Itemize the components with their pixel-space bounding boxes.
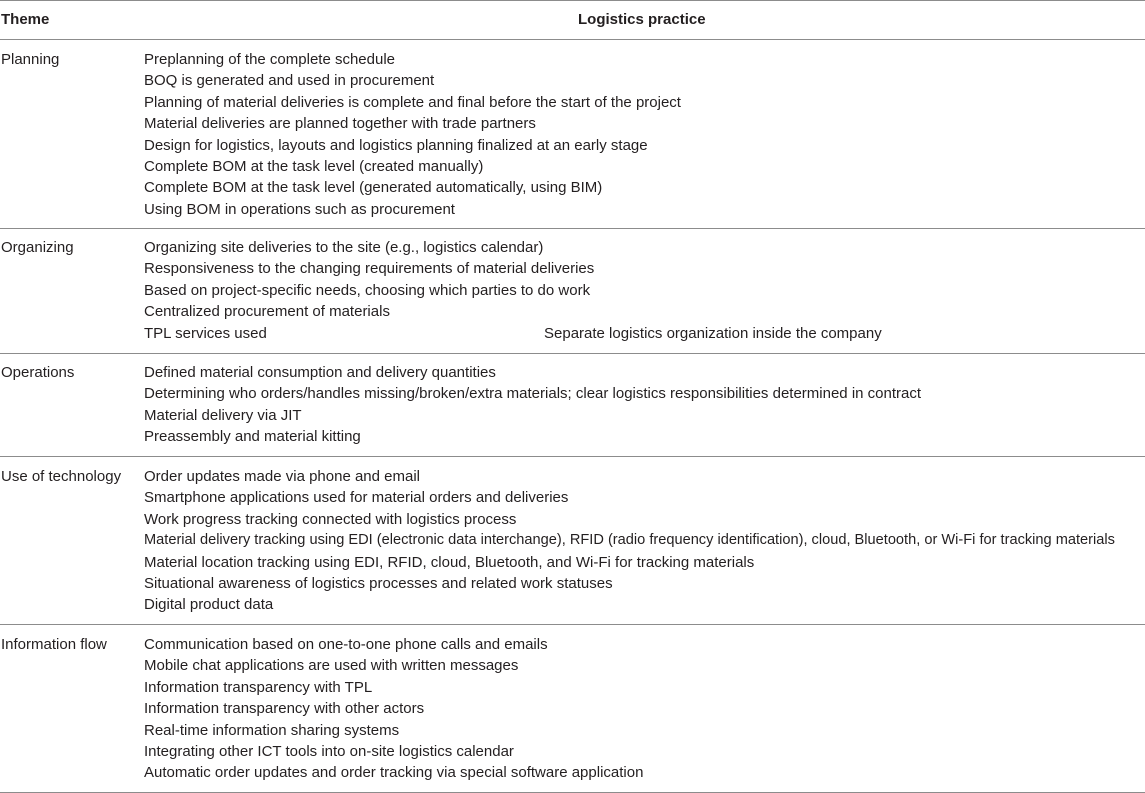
list-item: Automatic order updates and order tracking via special software application (144, 764, 644, 782)
practice-list (144, 634, 643, 784)
list-item (144, 323, 882, 344)
practice-list (144, 362, 921, 448)
list-item: Communication based on one-to-one phone calls and emails (144, 636, 548, 653)
list-item: Information transparency with TPL (144, 678, 373, 696)
list-item: Order updates made via phone and email (144, 468, 421, 485)
theme-label: Organizing (1, 239, 74, 256)
list-item: Preassembly and material kitting (144, 428, 361, 446)
list-item: Mobile chat applications are used with written messages (144, 657, 519, 675)
list-item: BOQ is generated and used in procurement (144, 72, 435, 90)
theme-label: Planning (1, 51, 60, 68)
list-item: Material delivery tracking using EDI (electronic data interchange), RFID (radio frequency identification), cloud, Bluetooth, or Wi-Fi for tracking materials (144, 532, 1115, 549)
list-item: Material deliveries are planned together with trade partners (144, 115, 536, 133)
group-use-of-technology (0, 457, 1145, 625)
list-item: Material delivery via JIT (144, 406, 302, 424)
table-header (0, 0, 1145, 40)
list-item: Work progress tracking connected with logistics process (144, 510, 517, 528)
list-item: Digital product data (144, 596, 274, 614)
list-item: Material location tracking using EDI, RFID, cloud, Bluetooth, and Wi-Fi for tracking materials (144, 553, 755, 571)
group-organizing (0, 229, 1145, 354)
side-note: Separate logistics organization inside the company (544, 324, 882, 342)
list-item: Planning of material deliveries is complete and final before the start of the project (144, 93, 681, 111)
list-item: Defined material consumption and delivery quantities (144, 364, 496, 381)
practice-text: TPL services used (144, 324, 267, 342)
list-item: Smartphone applications used for material orders and deliveries (144, 489, 569, 507)
list-item: Determining who orders/handles missing/broken/extra materials; clear logistics responsibilities determined in contract (144, 385, 922, 403)
group-information-flow (0, 625, 1145, 793)
theme-label: Use of technology (1, 468, 122, 485)
theme-label: Information flow (1, 636, 107, 653)
theme-label: Operations (1, 364, 75, 381)
list-item: Centralized procurement of materials (144, 303, 390, 321)
list-item: Complete BOM at the task level (created manually) (144, 157, 484, 175)
list-item: Using BOM in operations such as procurement (144, 200, 455, 218)
practice-list (144, 49, 681, 220)
header-practice: Logistics practice (578, 11, 706, 28)
list-item: Organizing site deliveries to the site (e.g., logistics calendar) (144, 239, 544, 256)
group-operations (0, 354, 1145, 457)
list-item: Responsiveness to the changing requirements of material deliveries (144, 260, 595, 278)
list-item: Integrating other ICT tools into on-site logistics calendar (144, 742, 514, 760)
list-item: Information transparency with other actors (144, 700, 425, 718)
header-theme: Theme (1, 11, 50, 28)
list-item: Situational awareness of logistics processes and related work statuses (144, 574, 613, 592)
list-item: Design for logistics, layouts and logistics planning finalized at an early stage (144, 136, 648, 154)
practice-list (144, 237, 882, 344)
list-item: Real-time information sharing systems (144, 721, 400, 739)
group-planning (0, 40, 1145, 229)
practice-list (144, 466, 1115, 616)
list-item: Based on project-specific needs, choosing which parties to do work (144, 281, 591, 299)
list-item: Complete BOM at the task level (generated automatically, using BIM) (144, 179, 603, 197)
list-item: Preplanning of the complete schedule (144, 51, 396, 68)
